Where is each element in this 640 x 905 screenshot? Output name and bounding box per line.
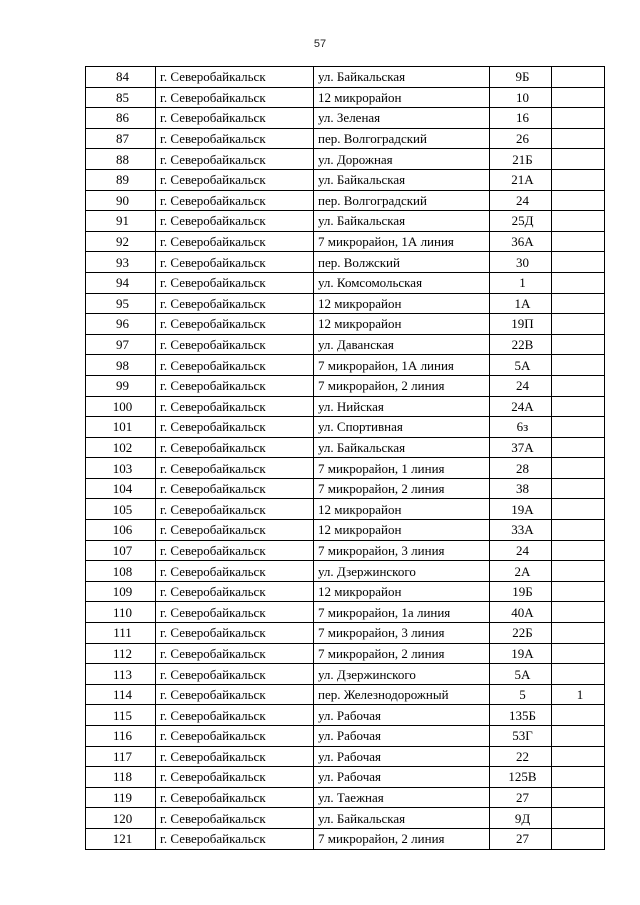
house-number-cell: 19Б — [490, 581, 552, 602]
city-cell: г. Северобайкальск — [156, 664, 314, 685]
city-cell: г. Северобайкальск — [156, 561, 314, 582]
extra-cell — [552, 787, 605, 808]
house-number-cell: 1 — [490, 272, 552, 293]
city-cell: г. Северобайкальск — [156, 623, 314, 644]
extra-cell — [552, 231, 605, 252]
street-cell: ул. Байкальская — [314, 169, 490, 190]
house-number-cell: 25Д — [490, 211, 552, 232]
street-cell: ул. Зеленая — [314, 108, 490, 129]
house-number-cell: 5А — [490, 664, 552, 685]
extra-cell — [552, 417, 605, 438]
extra-cell — [552, 87, 605, 108]
row-number: 86 — [86, 108, 156, 129]
extra-cell — [552, 643, 605, 664]
row-number: 112 — [86, 643, 156, 664]
street-cell: 12 микрорайон — [314, 293, 490, 314]
extra-cell — [552, 561, 605, 582]
house-number-cell: 135Б — [490, 705, 552, 726]
house-number-cell: 22Б — [490, 623, 552, 644]
house-number-cell: 5А — [490, 355, 552, 376]
address-table — [85, 66, 605, 850]
table-row — [86, 169, 605, 190]
extra-cell — [552, 623, 605, 644]
extra-cell — [552, 149, 605, 170]
street-cell: 7 микрорайон, 2 линия — [314, 643, 490, 664]
table-row — [86, 808, 605, 829]
row-number: 108 — [86, 561, 156, 582]
house-number-cell: 19П — [490, 314, 552, 335]
table-row — [86, 643, 605, 664]
table-row — [86, 499, 605, 520]
street-cell: ул. Байкальская — [314, 808, 490, 829]
street-cell: ул. Рабочая — [314, 726, 490, 747]
city-cell: г. Северобайкальск — [156, 643, 314, 664]
table-row — [86, 314, 605, 335]
house-number-cell: 9Д — [490, 808, 552, 829]
table-row — [86, 746, 605, 767]
street-cell: 7 микрорайон, 2 линия — [314, 828, 490, 849]
table-row — [86, 355, 605, 376]
house-number-cell: 30 — [490, 252, 552, 273]
house-number-cell: 27 — [490, 787, 552, 808]
extra-cell — [552, 108, 605, 129]
house-number-cell: 125В — [490, 767, 552, 788]
row-number: 95 — [86, 293, 156, 314]
house-number-cell: 19А — [490, 643, 552, 664]
table-row — [86, 417, 605, 438]
city-cell: г. Северобайкальск — [156, 828, 314, 849]
extra-cell — [552, 664, 605, 685]
extra-cell — [552, 458, 605, 479]
house-number-cell: 5 — [490, 684, 552, 705]
city-cell: г. Северобайкальск — [156, 726, 314, 747]
table-row — [86, 623, 605, 644]
city-cell: г. Северобайкальск — [156, 211, 314, 232]
street-cell: 12 микрорайон — [314, 499, 490, 520]
row-number: 85 — [86, 87, 156, 108]
street-cell: 7 микрорайон, 1А линия — [314, 355, 490, 376]
street-cell: ул. Даванская — [314, 334, 490, 355]
extra-cell — [552, 314, 605, 335]
house-number-cell: 16 — [490, 108, 552, 129]
table-row — [86, 787, 605, 808]
house-number-cell: 36А — [490, 231, 552, 252]
extra-cell — [552, 334, 605, 355]
table-row — [86, 190, 605, 211]
house-number-cell: 1А — [490, 293, 552, 314]
street-cell: пер. Железнодорожный — [314, 684, 490, 705]
extra-cell — [552, 705, 605, 726]
house-number-cell: 9Б — [490, 67, 552, 88]
street-cell: 7 микрорайон, 2 линия — [314, 478, 490, 499]
table-row — [86, 272, 605, 293]
street-cell: ул. Рабочая — [314, 746, 490, 767]
row-number: 102 — [86, 437, 156, 458]
street-cell: 7 микрорайон, 1А линия — [314, 231, 490, 252]
page-number: 57 — [313, 38, 327, 50]
row-number: 98 — [86, 355, 156, 376]
row-number: 106 — [86, 520, 156, 541]
street-cell: ул. Спортивная — [314, 417, 490, 438]
table-row — [86, 375, 605, 396]
city-cell: г. Северобайкальск — [156, 355, 314, 376]
house-number-cell: 24 — [490, 540, 552, 561]
house-number-cell: 27 — [490, 828, 552, 849]
city-cell: г. Северобайкальск — [156, 808, 314, 829]
row-number: 87 — [86, 128, 156, 149]
row-number: 121 — [86, 828, 156, 849]
extra-cell: 1 — [552, 684, 605, 705]
street-cell: ул. Таежная — [314, 787, 490, 808]
row-number: 94 — [86, 272, 156, 293]
table-row — [86, 458, 605, 479]
extra-cell — [552, 272, 605, 293]
row-number: 103 — [86, 458, 156, 479]
extra-cell — [552, 128, 605, 149]
row-number: 97 — [86, 334, 156, 355]
street-cell: ул. Дзержинского — [314, 561, 490, 582]
house-number-cell: 38 — [490, 478, 552, 499]
street-cell: 7 микрорайон, 2 линия — [314, 375, 490, 396]
house-number-cell: 19А — [490, 499, 552, 520]
extra-cell — [552, 478, 605, 499]
city-cell: г. Северобайкальск — [156, 581, 314, 602]
table-row — [86, 437, 605, 458]
row-number: 111 — [86, 623, 156, 644]
city-cell: г. Северобайкальск — [156, 458, 314, 479]
city-cell: г. Северобайкальск — [156, 293, 314, 314]
extra-cell — [552, 437, 605, 458]
street-cell: пер. Волжский — [314, 252, 490, 273]
row-number: 117 — [86, 746, 156, 767]
extra-cell — [552, 293, 605, 314]
extra-cell — [552, 169, 605, 190]
extra-cell — [552, 499, 605, 520]
city-cell: г. Северобайкальск — [156, 417, 314, 438]
row-number: 105 — [86, 499, 156, 520]
extra-cell — [552, 767, 605, 788]
table-row — [86, 664, 605, 685]
extra-cell — [552, 396, 605, 417]
row-number: 88 — [86, 149, 156, 170]
extra-cell — [552, 828, 605, 849]
row-number: 90 — [86, 190, 156, 211]
city-cell: г. Северобайкальск — [156, 787, 314, 808]
extra-cell — [552, 726, 605, 747]
extra-cell — [552, 581, 605, 602]
street-cell: 12 микрорайон — [314, 581, 490, 602]
table-row — [86, 726, 605, 747]
house-number-cell: 6з — [490, 417, 552, 438]
city-cell: г. Северобайкальск — [156, 272, 314, 293]
table-row — [86, 540, 605, 561]
row-number: 91 — [86, 211, 156, 232]
street-cell: 7 микрорайон, 1а линия — [314, 602, 490, 623]
table-row — [86, 478, 605, 499]
extra-cell — [552, 746, 605, 767]
house-number-cell: 24 — [490, 375, 552, 396]
city-cell: г. Северобайкальск — [156, 705, 314, 726]
extra-cell — [552, 808, 605, 829]
city-cell: г. Северобайкальск — [156, 396, 314, 417]
extra-cell — [552, 602, 605, 623]
table-row — [86, 581, 605, 602]
house-number-cell: 2А — [490, 561, 552, 582]
house-number-cell: 26 — [490, 128, 552, 149]
city-cell: г. Северобайкальск — [156, 334, 314, 355]
table-row — [86, 828, 605, 849]
row-number: 93 — [86, 252, 156, 273]
city-cell: г. Северобайкальск — [156, 169, 314, 190]
street-cell: ул. Байкальская — [314, 437, 490, 458]
city-cell: г. Северобайкальск — [156, 128, 314, 149]
row-number: 118 — [86, 767, 156, 788]
row-number: 120 — [86, 808, 156, 829]
house-number-cell: 40А — [490, 602, 552, 623]
extra-cell — [552, 252, 605, 273]
city-cell: г. Северобайкальск — [156, 602, 314, 623]
house-number-cell: 24 — [490, 190, 552, 211]
city-cell: г. Северобайкальск — [156, 540, 314, 561]
table-row — [86, 293, 605, 314]
house-number-cell: 37А — [490, 437, 552, 458]
table-row — [86, 334, 605, 355]
row-number: 84 — [86, 67, 156, 88]
street-cell: ул. Нийская — [314, 396, 490, 417]
city-cell: г. Северобайкальск — [156, 437, 314, 458]
table-row — [86, 520, 605, 541]
city-cell: г. Северобайкальск — [156, 190, 314, 211]
street-cell: 7 микрорайон, 3 линия — [314, 623, 490, 644]
extra-cell — [552, 375, 605, 396]
city-cell: г. Северобайкальск — [156, 520, 314, 541]
row-number: 101 — [86, 417, 156, 438]
row-number: 89 — [86, 169, 156, 190]
street-cell: 12 микрорайон — [314, 87, 490, 108]
city-cell: г. Северобайкальск — [156, 231, 314, 252]
extra-cell — [552, 67, 605, 88]
city-cell: г. Северобайкальск — [156, 149, 314, 170]
street-cell: ул. Дорожная — [314, 149, 490, 170]
table-row — [86, 561, 605, 582]
street-cell: 12 микрорайон — [314, 520, 490, 541]
row-number: 110 — [86, 602, 156, 623]
house-number-cell: 21А — [490, 169, 552, 190]
row-number: 114 — [86, 684, 156, 705]
city-cell: г. Северобайкальск — [156, 314, 314, 335]
table-row — [86, 231, 605, 252]
street-cell: 7 микрорайон, 1 линия — [314, 458, 490, 479]
city-cell: г. Северобайкальск — [156, 375, 314, 396]
table-row — [86, 211, 605, 232]
house-number-cell: 24А — [490, 396, 552, 417]
city-cell: г. Северобайкальск — [156, 252, 314, 273]
row-number: 107 — [86, 540, 156, 561]
row-number: 92 — [86, 231, 156, 252]
table-row — [86, 128, 605, 149]
street-cell: ул. Рабочая — [314, 705, 490, 726]
extra-cell — [552, 540, 605, 561]
street-cell: ул. Дзержинского — [314, 664, 490, 685]
table-row — [86, 108, 605, 129]
house-number-cell: 33А — [490, 520, 552, 541]
row-number: 99 — [86, 375, 156, 396]
address-table-body — [86, 67, 605, 850]
table-row — [86, 87, 605, 108]
row-number: 115 — [86, 705, 156, 726]
table-row — [86, 149, 605, 170]
extra-cell — [552, 520, 605, 541]
extra-cell — [552, 211, 605, 232]
city-cell: г. Северобайкальск — [156, 499, 314, 520]
street-cell: ул. Байкальская — [314, 211, 490, 232]
city-cell: г. Северобайкальск — [156, 684, 314, 705]
city-cell: г. Северобайкальск — [156, 108, 314, 129]
row-number: 116 — [86, 726, 156, 747]
house-number-cell: 21Б — [490, 149, 552, 170]
table-row — [86, 705, 605, 726]
table-row — [86, 684, 605, 705]
street-cell: ул. Рабочая — [314, 767, 490, 788]
street-cell: 7 микрорайон, 3 линия — [314, 540, 490, 561]
table-row — [86, 767, 605, 788]
house-number-cell: 22 — [490, 746, 552, 767]
city-cell: г. Северобайкальск — [156, 746, 314, 767]
extra-cell — [552, 355, 605, 376]
table-row — [86, 252, 605, 273]
row-number: 113 — [86, 664, 156, 685]
table-row — [86, 396, 605, 417]
city-cell: г. Северобайкальск — [156, 767, 314, 788]
city-cell: г. Северобайкальск — [156, 67, 314, 88]
street-cell: ул. Комсомольская — [314, 272, 490, 293]
city-cell: г. Северобайкальск — [156, 478, 314, 499]
row-number: 109 — [86, 581, 156, 602]
row-number: 104 — [86, 478, 156, 499]
house-number-cell: 53Г — [490, 726, 552, 747]
street-cell: ул. Байкальская — [314, 67, 490, 88]
street-cell: пер. Волгоградский — [314, 190, 490, 211]
city-cell: г. Северобайкальск — [156, 87, 314, 108]
street-cell: пер. Волгоградский — [314, 128, 490, 149]
row-number: 100 — [86, 396, 156, 417]
table-row — [86, 602, 605, 623]
extra-cell — [552, 190, 605, 211]
house-number-cell: 10 — [490, 87, 552, 108]
house-number-cell: 22В — [490, 334, 552, 355]
row-number: 119 — [86, 787, 156, 808]
table-row — [86, 67, 605, 88]
street-cell: 12 микрорайон — [314, 314, 490, 335]
row-number: 96 — [86, 314, 156, 335]
house-number-cell: 28 — [490, 458, 552, 479]
